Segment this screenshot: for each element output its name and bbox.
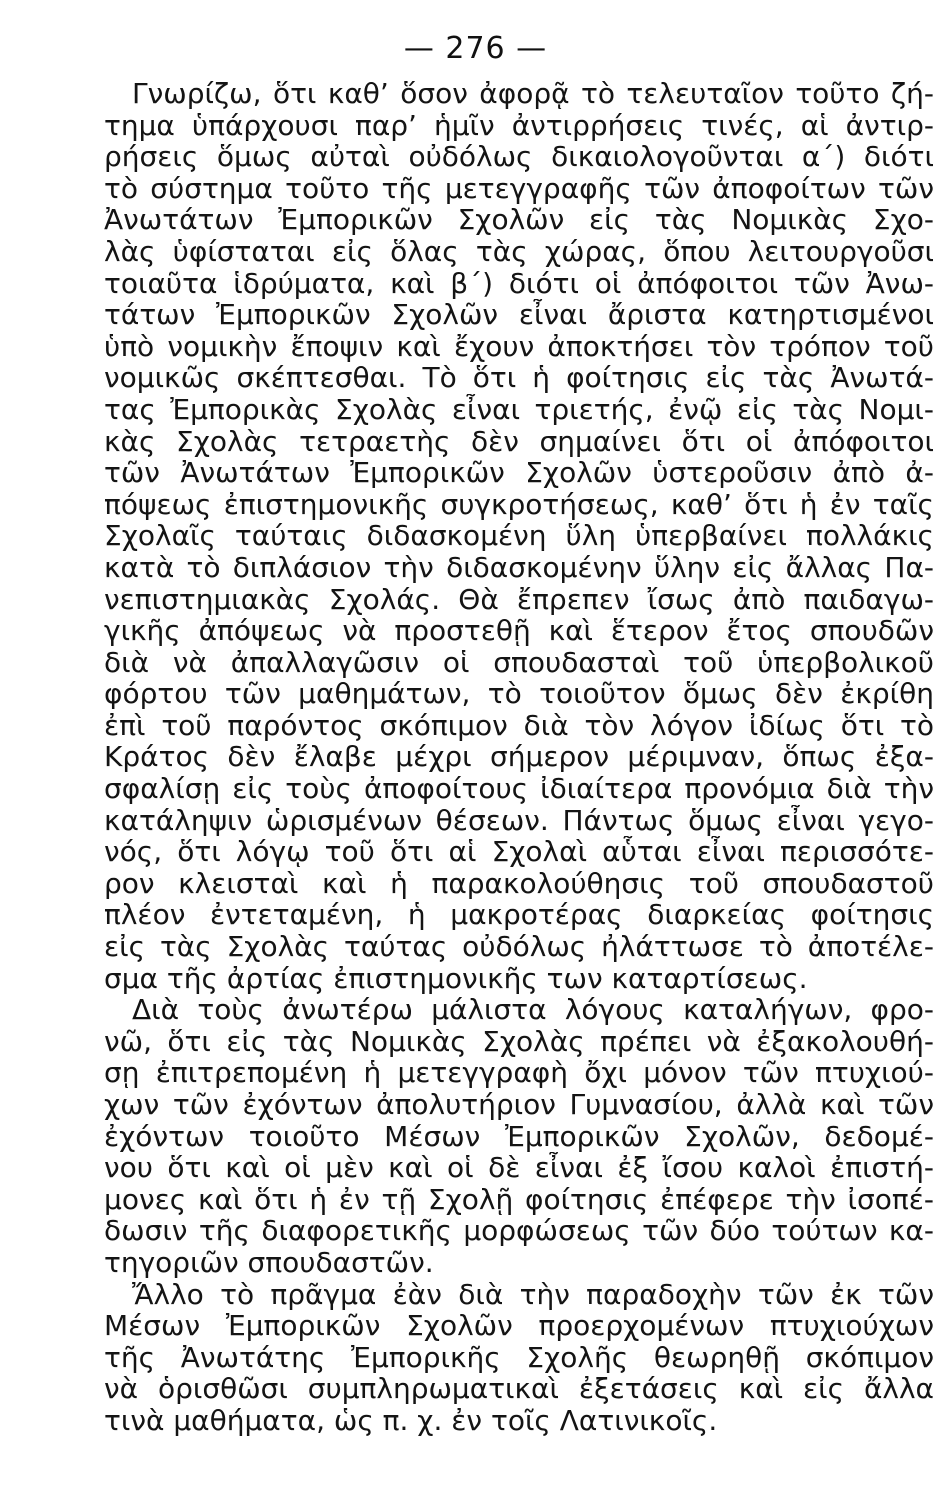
text-line: ρον κλεισταὶ καὶ ἡ παρακολούθησις τοῦ σπουδαστοῦ [104, 867, 934, 900]
text-line: κατὰ τὸ διπλάσιον τὴν διδασκομένην ὕλην εἰς ἄλλας Πα- [104, 551, 934, 584]
text-line: δωσιν τῆς διαφορετικῆς μορφώσεως τῶν δύο τούτων κα- [104, 1215, 934, 1247]
text-line: Γνωρίζω, ὅτι καθ’ ὅσον ἀφορᾷ τὸ τελευταῖον τοῦτο ζή- [132, 78, 934, 110]
text-line: τοιαῦτα ἱδρύματα, καὶ β΄) διότι οἱ ἀπόφοιτοι τῶν Ἀνω- [104, 267, 934, 300]
text-line: πόψεως ἐπιστημονικῆς συγκροτήσεως, καθ’ ὅτι ἡ ἐν ταῖς [104, 488, 934, 521]
text-line: Κράτος δὲν ἔλαβε μέχρι σήμερον μέριμναν, ὅπως ἐξα- [104, 741, 934, 774]
text-line: χων τῶν ἐχόντων ἀπολυτήριον Γυμνασίου, ἀλλὰ καὶ τῶν [104, 1089, 934, 1121]
paragraph-2 [104, 994, 934, 1278]
text-line: γικῆς ἀπόψεως νὰ προστεθῇ καὶ ἕτερον ἔτος σπουδῶν [104, 615, 934, 647]
text-line: σῃ ἐπιτρεπομένη ἡ μετεγγραφὴ ὄχι μόνον τῶν πτυχιού- [104, 1057, 934, 1089]
text-line: νός, ὅτι λόγῳ τοῦ ὅτι αἱ Σχολαὶ αὗται εἶναι περισσότε- [104, 836, 934, 868]
text-line: νομικῶς σκέπτεσθαι. Τὸ ὅτι ἡ φοίτησις εἰς τὰς Ἀνωτά- [104, 362, 934, 394]
text-line: εἰς τὰς Σχολὰς ταύτας οὐδόλως ἠλάττωσε τὸ ἀποτέλε- [104, 931, 934, 963]
text-line: Διὰ τοὺς ἀνωτέρω μάλιστα λόγους καταλήγων, φρο- [132, 994, 934, 1026]
paragraph-1 [104, 78, 934, 994]
text-line: φόρτου τῶν μαθημάτων, τὸ τοιοῦτον ὅμως δὲν ἐκρίθη [104, 678, 934, 710]
text-line: ἐπὶ τοῦ παρόντος σκόπιμον διὰ τὸν λόγον ἰδίως ὅτι τὸ [104, 709, 934, 742]
text-line: λὰς ὑφίσταται εἰς ὅλας τὰς χώρας, ὅπου λειτουργοῦσι [104, 235, 934, 268]
text-line: κατάληψιν ὡρισμένων θέσεων. Πάντως ὅμως εἶναι γεγο- [104, 804, 934, 837]
text-line: νὰ ὁρισθῶσι συμπληρωματικαὶ ἐξετάσεις καὶ εἰς ἄλλα [104, 1373, 934, 1405]
text-line: τάτων Ἐμπορικῶν Σχολῶν εἶναι ἄριστα κατηρτισμένοι [104, 299, 934, 331]
text-line: τὸ σύστημα τοῦτο τῆς μετεγγραφῆς τῶν ἀποφοίτων τῶν [104, 172, 934, 205]
text-line: νου ὅτι καὶ οἱ μὲν καὶ οἱ δὲ εἶναι ἐξ ἴσου καλοὶ ἐπιστή- [104, 1152, 934, 1184]
text-line: κὰς Σχολὰς τετραετὴς δὲν σημαίνει ὅτι οἱ ἀπόφοιτοι [104, 425, 934, 458]
text-line: Σχολαῖς ταύταις διδασκομένη ὕλη ὑπερβαίνει πολλάκις [104, 520, 934, 552]
text-line: τηγοριῶν σπουδαστῶν. [104, 1246, 434, 1279]
text-line: τημα ὑπάρχουσι παρ’ ἡμῖν ἀντιρρήσεις τινές, αἱ ἀντιρ- [104, 109, 934, 142]
text-line: σφαλίσῃ εἰς τοὺς ἀποφοίτους ἰδιαίτερα προνόμια διὰ τὴν [104, 773, 934, 805]
text-line: Ἄλλο τὸ πρᾶγμα ἐὰν διὰ τὴν παραδοχὴν τῶν ἐκ τῶν [132, 1278, 934, 1311]
text-line: διὰ νὰ ἀπαλλαγῶσιν οἱ σπουδασταὶ τοῦ ὑπερβολικοῦ [104, 646, 934, 679]
text-line: νεπιστημιακὰς Σχολάς. Θὰ ἔπρεπεν ἴσως ἀπὸ παιδαγω- [104, 583, 934, 616]
body-text [104, 78, 934, 1437]
paragraph-3 [104, 1279, 934, 1437]
text-line: Ἀνωτάτων Ἐμπορικῶν Σχολῶν εἰς τὰς Νομικὰς Σχο- [104, 204, 934, 236]
text-line: ἐχόντων τοιοῦτο Μέσων Ἐμπορικῶν Σχολῶν, δεδομέ- [104, 1120, 934, 1153]
text-line: τινὰ μαθήματα, ὡς π. χ. ἐν τοῖς Λατινικοῖς. [104, 1404, 718, 1437]
text-line: τῆς Ἀνωτάτης Ἐμπορικῆς Σχολῆς θεωρηθῇ σκόπιμον [104, 1341, 934, 1374]
text-line: ὑπὸ νομικὴν ἔποψιν καὶ ἔχουν ἀποκτήσει τὸν τρόπον τοῦ [104, 330, 934, 363]
text-line: ρήσεις ὅμως αὐταὶ οὐδόλως δικαιολογοῦνται α΄) διότι [104, 141, 934, 173]
text-line: τῶν Ἀνωτάτων Ἐμπορικῶν Σχολῶν ὑστεροῦσιν ἀπὸ ἀ- [104, 457, 934, 489]
text-line: νῶ, ὅτι εἰς τὰς Νομικὰς Σχολὰς πρέπει νὰ ἐξακολουθή- [104, 1025, 934, 1058]
text-line: Μέσων Ἐμπορικῶν Σχολῶν προερχομένων πτυχιούχων [104, 1310, 934, 1342]
text-line: τας Ἐμπορικὰς Σχολὰς εἶναι τριετής, ἐνῷ εἰς τὰς Νομι- [104, 393, 934, 426]
text-line: μονες καὶ ὅτι ἡ ἐν τῇ Σχολῇ φοίτησις ἐπέφερε τὴν ἰσοπέ- [104, 1183, 934, 1216]
page-number: — 276 — [403, 31, 548, 66]
text-line: σμα τῆς ἀρτίας ἐπιστημονικῆς των καταρτίσεως. [104, 962, 808, 995]
text-line: πλέον ἐντεταμένη, ἡ μακροτέρας διαρκείας φοίτησις [104, 899, 934, 932]
